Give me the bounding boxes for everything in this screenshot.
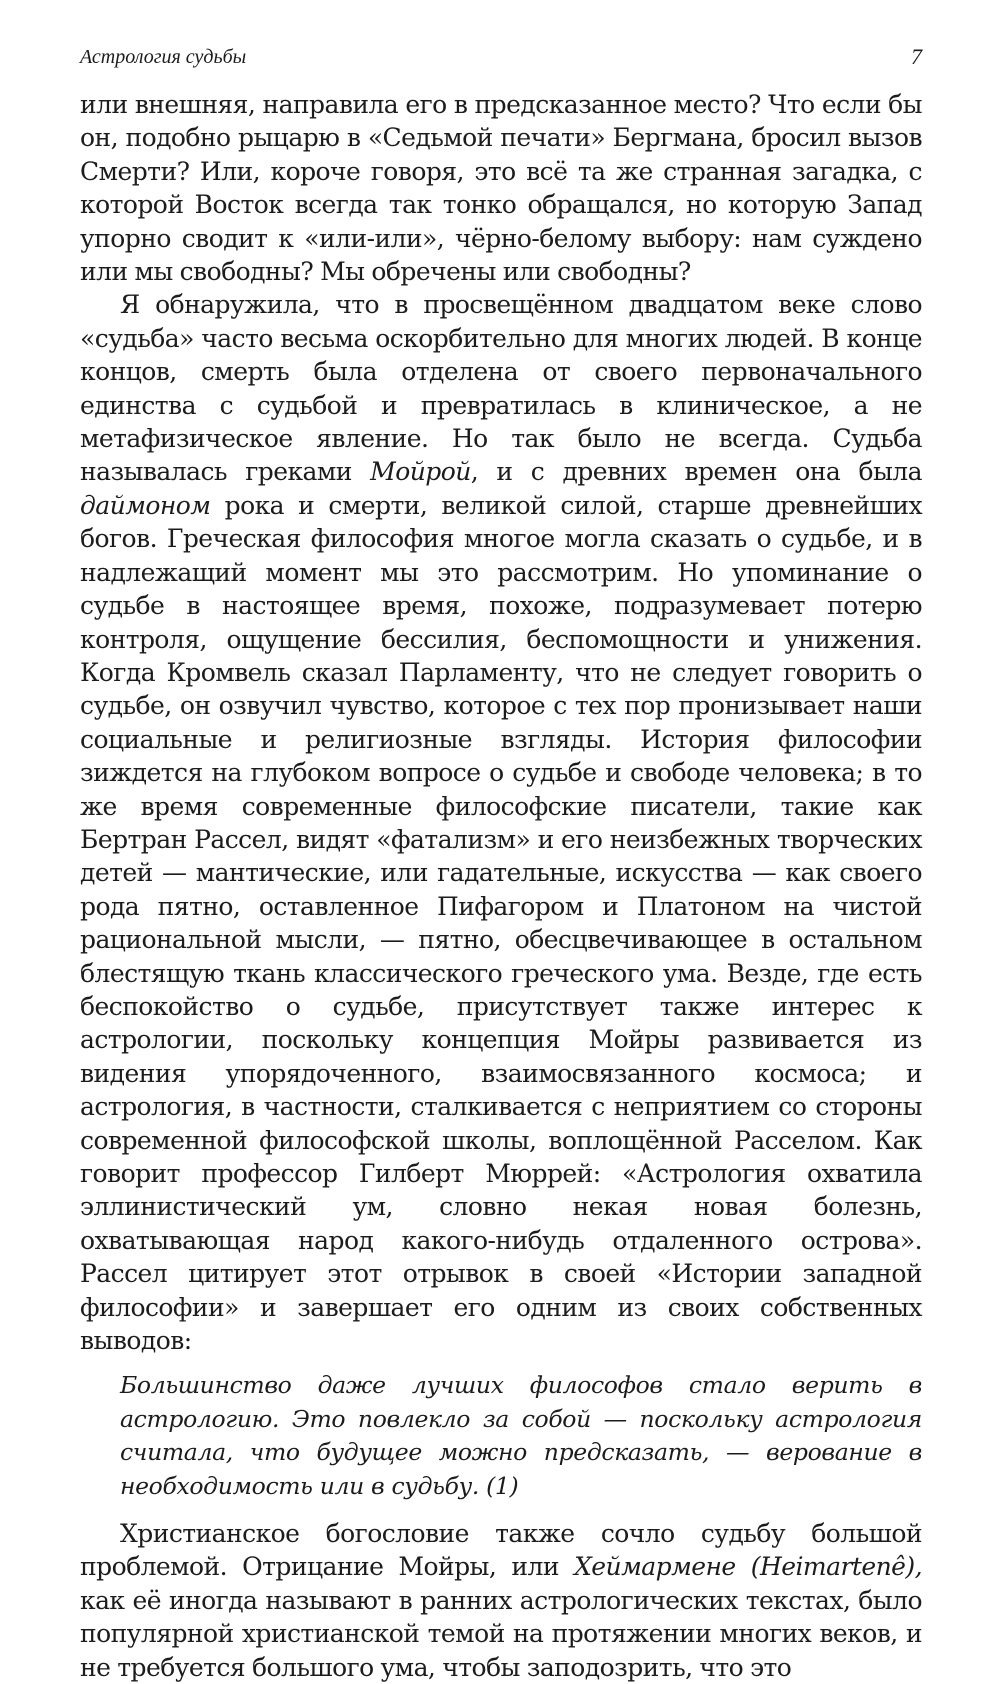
paragraph-3 <box>80 1517 922 1684</box>
paragraph-2 <box>80 288 922 1357</box>
page-number: 7 <box>911 44 922 69</box>
term-daimon: даймоном <box>80 490 211 520</box>
paragraph-3-part-b: как её иногда называют в ранних астрологических текстах, было популярной христианской темой на протяжении многих веков, и не требуется большого ума, чтобы заподозрить, что это <box>80 1585 922 1682</box>
body-text <box>80 88 922 1684</box>
paragraph-1: или внешняя, направила его в предсказанное место? Что если бы он, подобно рыцарю в «Седьмой печати» Бергмана, бросил вызов Смерти? Или, короче говоря, это всё та же странная загадка, с которой Восток всегда так тонко обращался, но которую Запад упорно сводит к «или-или», чёрно-белому выбору: нам суждено или мы свободны? Мы обречены или свободны? <box>80 90 922 287</box>
paragraph-2-part-b: , и с древних времен она была <box>470 457 922 487</box>
running-title: Астрология судьбы <box>80 46 247 68</box>
term-moira: Мойрой <box>370 457 471 487</box>
paragraph-2-part-c: рока и смерти, великой силой, старше древнейших богов. Греческая философия многое могла сказать о судьбе, и в надлежащий момент мы это рассмотрим. Но упоминание о судьбе в настоящее время, похоже, подразумевает потерю контроля, ощущение бессилия, беспомощности и унижения. Когда Кромвель сказал Парламенту, что не следует говорить о судьбе, он озвучил чувство, которое с тех пор пронизывает наши социальные и религиозные взгляды. История философии зиждется на глубоком вопросе о судьбе и свободе человека; в то же время современные философские писатели, такие как Бертран Рассел, видят «фатализм» и его неизбежных творческих детей — мантические, или гадательные, искусства — как своего рода пятно, оставленное Пифагором и Платоном на чистой рациональной мысли, — пятно, обесцвечивающее в остальном блестящую ткань классического греческого ума. Везде, где есть беспокойство о судьбе, присутствует также интерес к астрологии, поскольку концепция Мойры развивается из видения упорядоченного, взаимосвязанного космоса; и астрология, в частности, сталкивается с неприятием со стороны современной философской школы, воплощённой Расселом. Как говорит профессор Гилберт Мюррей: «Астрология охватила эллинистический ум, словно некая новая болезнь, охватывающая народ какого-нибудь отдаленного острова». Рассел цитирует этот отрывок в своей «Истории западной философии» и завершает его одним из своих собственных выводов: <box>80 490 922 1356</box>
term-heimarmene: Хеймармене (Heimartenê), <box>574 1552 922 1582</box>
paragraph-2-part-a: Я обнаружила, что в просвещённом двадцатом веке слово «судьба» часто весьма оскорбительно для многих людей. В конце концов, смерть была отделена от своего первоначального единства с судьбой и превратилась в клиническое, а не метафизическое явление. Но так было не всегда. Судьба называлась греками <box>80 290 922 487</box>
paragraph-3-part-a: Христианское богословие также сочло судьбу большой проблемой. Отрицание Мойры, или <box>80 1519 922 1582</box>
running-head <box>80 40 922 76</box>
block-quote: Большинство даже лучших философов стало верить в астрологию. Это повлекло за собой — поскольку астрология считала, что будущее можно предсказать, — верование в необходимость или в судьбу. (1) <box>120 1371 922 1500</box>
book-page <box>80 40 922 1682</box>
